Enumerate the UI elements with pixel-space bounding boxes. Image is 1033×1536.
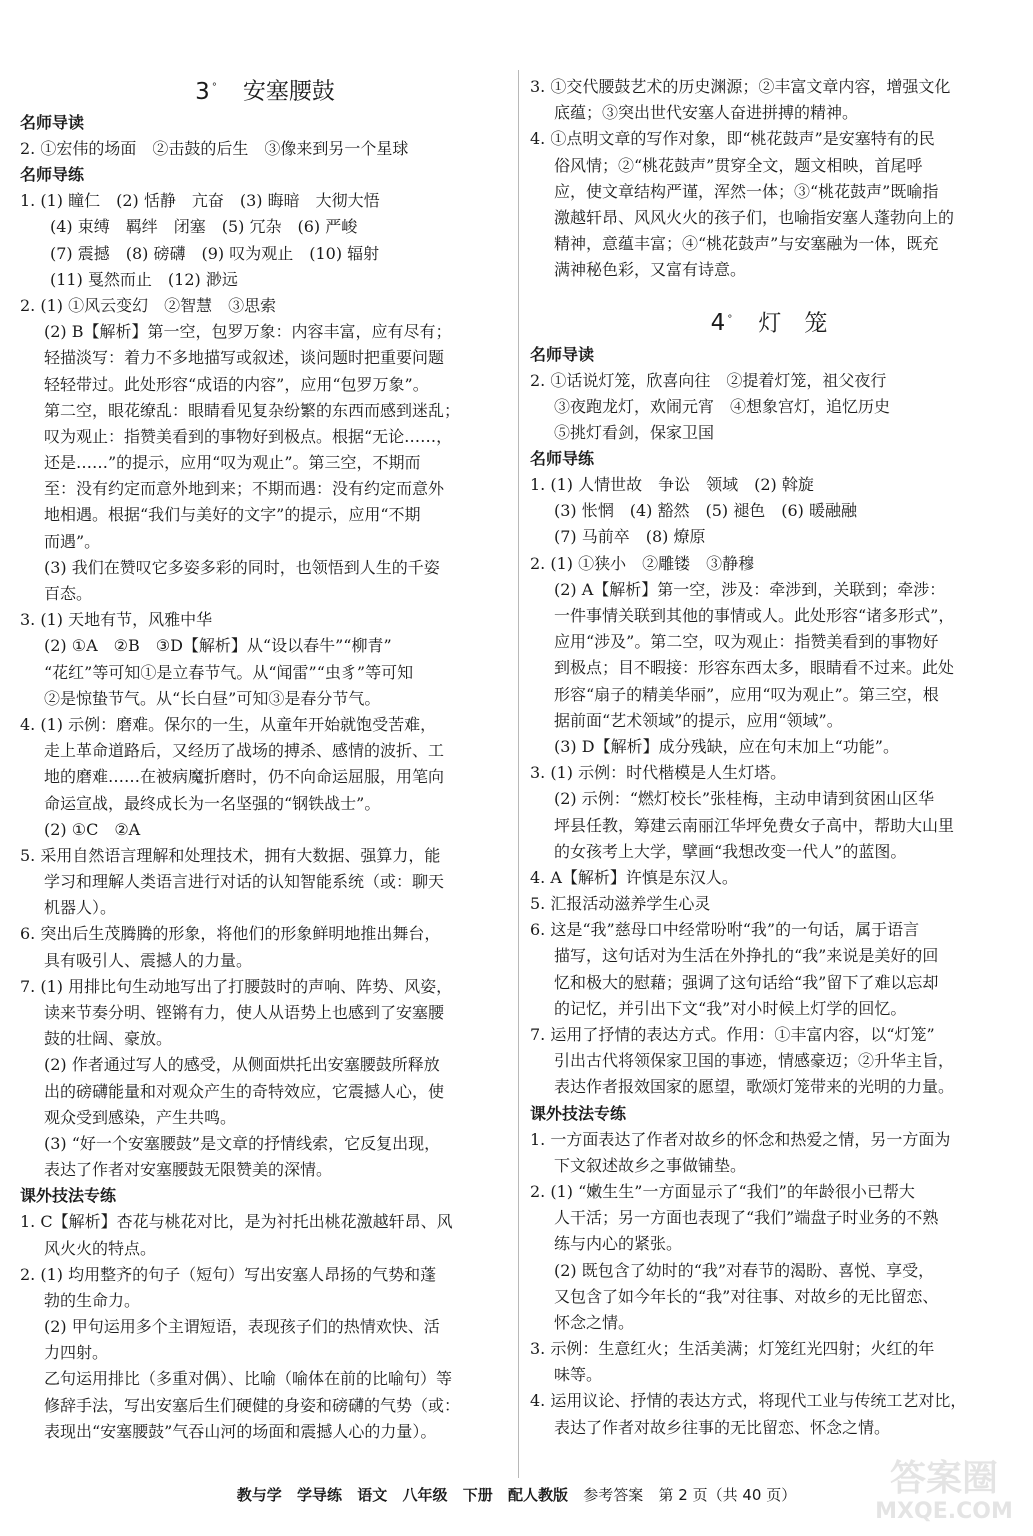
answer-line: 一件事情关联到其他的事情或人。此处形容“诸多形式”， xyxy=(554,606,955,625)
lesson-number: 3 xyxy=(195,78,210,105)
answer-line: 读来节奏分明、铿锵有力，使人从语势上也感到了安塞腰 xyxy=(44,1003,445,1022)
answer-line: 还是……”的提示，应用“叹为观止”。第三空，不期而 xyxy=(44,453,421,473)
footer-section: 参考答案 xyxy=(583,1486,644,1504)
answer-line: 地的磨难……在被病魔折磨时，仍不向命运屈服，用笔向 xyxy=(44,767,445,787)
section-heading: 名师导练 xyxy=(20,165,85,185)
column-divider xyxy=(518,70,519,1478)
answer-line: ②是惊蛰节气。从“长白昼”可知③是春分节气。 xyxy=(44,688,381,708)
answer-line: 2. (1) “嫩生生”一方面显示了“我们”的年龄很小已帮大 xyxy=(530,1181,915,1201)
watermark-logo-icon xyxy=(869,1448,1019,1526)
answer-line: 轻描淡写：着力不多地描写或叙述，谈问题时把重要问题 xyxy=(44,348,445,368)
answer-line: 1. (1) 人情世故 争讼 领域 (2) 斡旋 xyxy=(530,475,814,495)
answer-line: (3) 我们在赞叹它多姿多彩的同时，也领悟到人生的千姿 xyxy=(44,557,440,577)
answer-line: 7. (1) 用排比句生动地写出了打腰鼓时的声响、阵势、风姿， xyxy=(20,976,453,996)
answer-line: 描写，这句话对为生活在外挣扎的“我”来说是美好的回 xyxy=(554,946,939,966)
answer-line: 满神秘色彩，又富有诗意。 xyxy=(554,260,747,280)
answer-line: 地相遇。根据“我们与美好的文字”的提示，应用“不期 xyxy=(44,505,421,525)
answer-line: 应，使文章结构严谨，浑然一体；③“桃花鼓声”既喻指 xyxy=(554,181,939,201)
answer-line: 怀念之情。 xyxy=(554,1312,635,1332)
footer-book: 教与学 xyxy=(236,1486,282,1504)
answer-line: 表达作者报效国家的愿望，歌颂灯笼带来的光明的力量。 xyxy=(554,1077,955,1097)
footer-page-number: 第 2 页（共 40 页） xyxy=(658,1486,797,1504)
section-heading: 名师导练 xyxy=(530,449,595,469)
left-column xyxy=(20,66,510,1445)
answer-line: 形容“扇子的精美华丽”，应用“叹为观止”。第三空，根 xyxy=(554,684,939,704)
answer-line: 2. (1) ①风云变幻 ②智慧 ③思索 xyxy=(20,295,277,315)
watermark-site-text: MXQE.COM xyxy=(875,1499,1013,1524)
footer-subject: 语文 xyxy=(357,1486,388,1504)
answer-line: 4. A【解析】许慎是东汉人。 xyxy=(530,867,738,887)
answer-line: 观众受到感染，产生共鸣。 xyxy=(44,1107,237,1127)
answer-line: 至：没有约定而意外地到来；不期而遇：没有约定而意外 xyxy=(44,479,445,499)
footer-series: 学导练 xyxy=(297,1486,343,1504)
answer-line: 6. 突出后生茂腾腾的形象，将他们的形象鲜明地推出舞台， xyxy=(20,924,441,944)
answer-line: (7) 震撼 (8) 磅礴 (9) 叹为观止 (10) 辐射 xyxy=(50,243,380,263)
answer-line: 3. (1) 天地有节，风雅中华 xyxy=(20,610,213,630)
answer-line: 1. 一方面表达了作者对故乡的怀念和热爱之情，另一方面为 xyxy=(530,1129,951,1149)
answer-line: 俗风情；②“桃花鼓声”贯穿全文，题文相映，首尾呼 xyxy=(554,155,923,175)
answer-line: 2. (1) ①狭小 ②雕镂 ③静穆 xyxy=(530,553,755,573)
answer-line: (4) 束缚 羁绊 闭塞 (5) 冗杂 (6) 严峻 xyxy=(50,217,358,237)
answer-line: 3. ①交代腰鼓艺术的历史渊源；②丰富文章内容，增强文化 xyxy=(530,77,951,96)
answer-line: (2) ①A ②B ③D【解析】从“设以春牛”“柳青” xyxy=(44,636,392,656)
answer-line: 到极点；目不暇接：形容东西太多，眼睛看不过来。此处 xyxy=(554,658,955,678)
answer-line: 人干活；另一方面也表现了“我们”端盘子时业务的不熟 xyxy=(554,1208,939,1228)
answer-line: 表达了作者对安塞腰鼓无限赞美的深情。 xyxy=(44,1160,333,1180)
watermark-logo-text: 答案圈 xyxy=(889,1458,999,1499)
answer-line: “花红”等可知①是立春节气。从“闻雷”“虫豸”等可知 xyxy=(44,662,414,682)
section-heading: 名师导读 xyxy=(530,344,595,364)
answer-line: 出的磅礴能量和对观众产生的奇特效应，它震撼人心，使 xyxy=(44,1081,445,1101)
answer-line: 鼓的壮阔、豪放。 xyxy=(44,1029,173,1049)
answer-line: 味等。 xyxy=(554,1365,603,1385)
footer-grade: 八年级 xyxy=(402,1486,448,1504)
answer-line: 忆和极大的慰藉；强调了这句话给“我”留下了难以忘却 xyxy=(554,972,939,992)
lesson-name: 灯 笼 xyxy=(758,310,828,337)
answer-line: 走上革命道路后，又经历了战场的搏杀、感情的波折、工 xyxy=(44,741,445,761)
section-heading: 课外技法专练 xyxy=(530,1103,627,1123)
answer-line: (2) B【解析】第一空，包罗万象：内容丰富，应有尽有； xyxy=(44,322,452,342)
answer-line: (11) 戛然而止 (12) 渺远 xyxy=(50,269,238,289)
answer-line: 力四射。 xyxy=(44,1343,109,1363)
answer-line: 第二空，眼花缭乱：眼睛看见复杂纷繁的东西而感到迷乱； xyxy=(44,400,461,420)
answer-line: 4. 运用议论、抒情的表达方式，将现代工业与传统工艺对比， xyxy=(530,1391,967,1411)
answer-line: 练与内心的紧张。 xyxy=(554,1234,683,1254)
answer-line: 表达了作者对故乡往事的无比留恋、怀念之情。 xyxy=(554,1417,891,1437)
answer-line: 的记忆，并引出下文“我”对小时候上灯学的回忆。 xyxy=(554,998,907,1018)
answer-line: 4. (1) 示例：磨难。保尔的一生，从童年开始就饱受苦难， xyxy=(20,714,437,734)
answer-line: 的女孩考上大学，擘画“我想改变一代人”的蓝图。 xyxy=(554,841,907,861)
answer-line: 表现出“安塞腰鼓”气吞山河的场面和震撼人心的力量）。 xyxy=(44,1421,437,1441)
lesson-title-3: 3 ° 安塞腰鼓 xyxy=(195,78,335,105)
answer-line: 7. 运用了抒情的表达方式。作用：①丰富内容，以“灯笼” xyxy=(530,1025,935,1044)
answer-line: 应用“涉及”。第二空，叹为观止：指赞美看到的事物好 xyxy=(554,632,939,652)
answer-line: 修辞手法，写出安塞后生们硬健的身姿和磅礴的气势（或： xyxy=(44,1395,461,1415)
answer-line: 而遇”。 xyxy=(44,531,101,551)
answer-line: 6. 这是“我”慈母口中经常吩咐“我”的一句话，属于语言 xyxy=(530,920,920,940)
answer-line: 1. C【解析】杏花与桃花对比，是为衬托出桃花激越轩昂、风 xyxy=(20,1212,453,1232)
answer-line: 勃的生命力。 xyxy=(44,1290,141,1310)
answer-line: 5. 采用自然语言理解和处理技术，拥有大数据、强算力，能 xyxy=(20,845,441,865)
answer-line: 1. (1) 瞳仁 (2) 恬静 亢奋 (3) 晦暗 大彻大悟 xyxy=(20,191,380,211)
answer-line: 3. (1) 示例：时代楷模是人生灯塔。 xyxy=(530,763,787,783)
right-column xyxy=(530,74,1008,1441)
answer-line: ⑤挑灯看剑，保家卫国 xyxy=(554,422,715,442)
answer-line: 下文叙述故乡之事做铺垫。 xyxy=(554,1155,747,1175)
answer-line: (2) 作者通过写人的感受，从侧面烘托出安塞腰鼓所释放 xyxy=(44,1055,440,1075)
answer-line: (2) 甲句运用多个主谓短语，表现孩子们的热情欢快、活 xyxy=(44,1317,440,1337)
answer-line: 叹为观止：指赞美看到的事物好到极点。根据“无论……， xyxy=(44,426,453,446)
answer-line: (2) 示例：“燃灯校长”张桂梅，主动申请到贫困山区华 xyxy=(554,789,935,809)
answer-line: ③夜跑龙灯，欢闹元宵 ④想象宫灯，追忆历史 xyxy=(554,396,891,416)
answer-line: 2. (1) 均用整齐的句子（短句）写出安塞人昂扬的气势和蓬 xyxy=(20,1264,437,1284)
answer-line: 学习和理解人类语言进行对话的认知智能系统（或：聊天 xyxy=(44,872,445,892)
lesson-name: 安塞腰鼓 xyxy=(242,78,335,105)
answer-line: 3. 示例：生意红火；生活美满；灯笼红光四射；火红的年 xyxy=(530,1339,935,1359)
lesson-title-4: 4 ° 灯 笼 xyxy=(710,310,828,337)
answer-line: 2. ①宏伟的场面 ②击鼓的后生 ③像来到另一个星球 xyxy=(20,139,409,158)
answer-line: (3) 怅惘 (4) 豁然 (5) 褪色 (6) 暖融融 xyxy=(554,501,858,521)
answer-line: (3) D【解析】成分残缺，应在句末加上“功能”。 xyxy=(554,736,899,756)
section-heading: 课外技法专练 xyxy=(20,1186,117,1206)
answer-line: (7) 马前卒 (8) 燎原 xyxy=(554,527,706,547)
answer-line: (2) 既包含了幼时的“我”对春节的渴盼、喜悦、享受， xyxy=(554,1260,935,1280)
footer-edition: 配人教版 xyxy=(508,1486,569,1504)
answer-line: 命运宣战，最终成长为一名坚强的“钢铁战士”。 xyxy=(44,793,381,813)
answer-line: 乙句运用排比（多重对偶）、比喻（喻体在前的比喻句）等 xyxy=(44,1369,453,1389)
answer-line: (3) “好一个安塞腰鼓”是文章的抒情线索，它反复出现， xyxy=(44,1133,441,1153)
answer-line: 机器人）。 xyxy=(44,898,117,918)
answer-line: 具有吸引人、震撼人的力量。 xyxy=(44,950,253,970)
answer-line: 引出古代将领保家卫国的事迹，情感豪迈；②升华主旨， xyxy=(554,1051,955,1071)
answer-line: 底蕴；③突出世代安塞人奋进拼搏的精神。 xyxy=(554,103,859,123)
answer-line: 激越轩昂、风风火火的孩子们，也喻指安塞人蓬勃向上的 xyxy=(554,207,955,227)
answer-line: 风火火的特点。 xyxy=(44,1238,157,1258)
answer-line: 4. ①点明文章的写作对象，即“桃花鼓声”是安塞特有的民 xyxy=(530,129,935,149)
answer-line: 精神，意蕴丰富；④“桃花鼓声”与安塞融为一体，既充 xyxy=(554,234,939,254)
answer-line: 5. 汇报活动滋养学生心灵 xyxy=(530,894,711,914)
answer-line: (2) A【解析】第一空，涉及：牵涉到，关联到；牵涉： xyxy=(554,579,946,599)
section-heading: 名师导读 xyxy=(20,113,85,132)
answer-line: 轻轻带过。此处形容“成语的内容”，应用“包罗万象”。 xyxy=(44,374,429,394)
answer-line: 又包含了如今年长的“我”对往事、对故乡的无比留恋、 xyxy=(554,1286,939,1306)
answer-line: 坪县任教，筹建云南丽江华坪免费女子高中，帮助大山里 xyxy=(554,815,955,835)
answer-line: 2. ①话说灯笼，欣喜向往 ②提着灯笼，祖父夜行 xyxy=(530,370,887,390)
answer-line: (2) ①C ②A xyxy=(44,819,141,839)
answer-line: 百态。 xyxy=(44,584,93,603)
footer-volume: 下册 xyxy=(462,1486,493,1504)
answer-line: 据前面“艺术领域”的提示，应用“领域”。 xyxy=(554,710,843,730)
lesson-number: 4 xyxy=(710,310,726,337)
